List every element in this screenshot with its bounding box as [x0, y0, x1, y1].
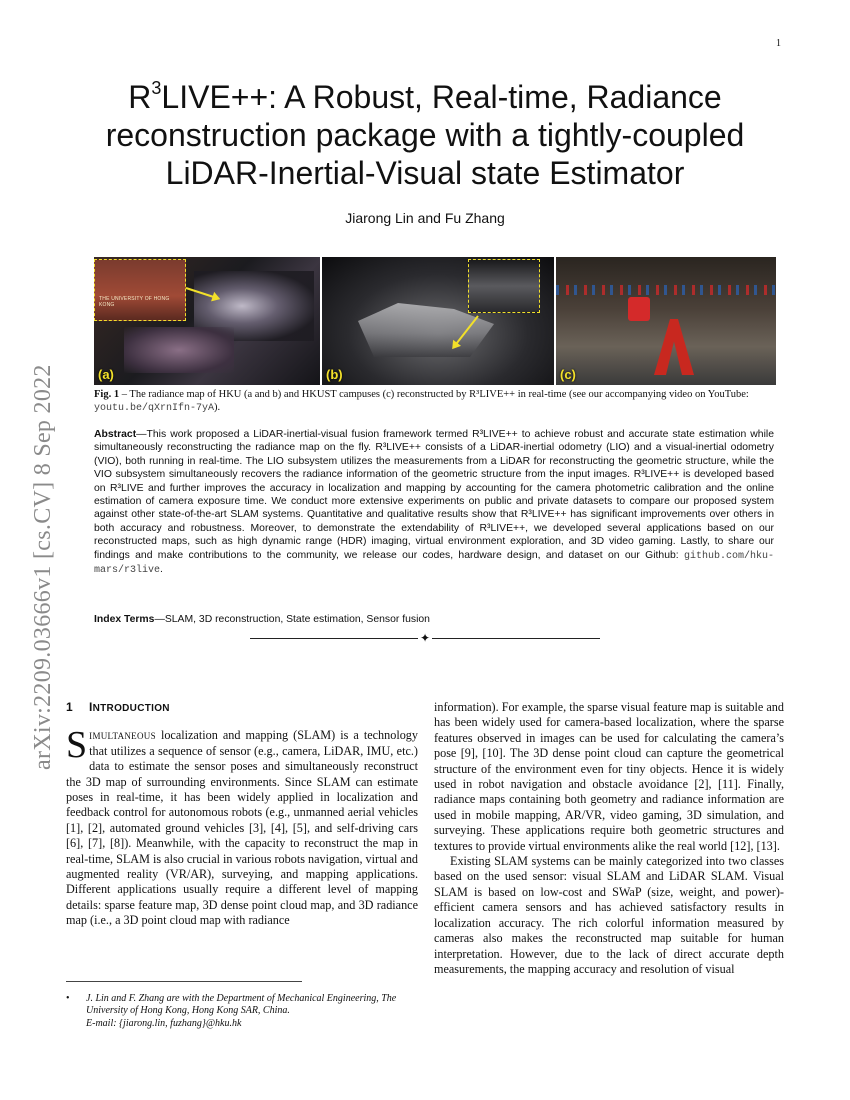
panel-b-label: (b) [326, 367, 343, 382]
arxiv-stamp: arXiv:2209.03666v1 [cs.CV] 8 Sep 2022 [30, 364, 56, 770]
abstract [94, 428, 774, 577]
panel-a-label: (a) [98, 367, 114, 382]
figure-panel-b [322, 257, 554, 385]
section-number: 1 [66, 700, 73, 714]
section-title-rest: NTRODUCTION [92, 703, 170, 714]
title-r: R [128, 79, 152, 115]
page-number: 1 [776, 38, 781, 49]
figure-panel-c [556, 257, 776, 385]
intro-text: localization and mapping (SLAM) is a technology that utilizes a sequence of sensor (e.g., camera, LiDAR, IMU, etc.) data to estimate the sensor poses and simultaneously reconstruct the 3D map of surrounding environments. Since SLAM can estimate poses in real-time, it has been widely applied in localization and feedback control for autonomous robots (e.g., unmanned aerial vehicles [1], [2], automated ground vehicles [3], [4], [5], and self-driving cars [6], [7], [8]). Meanwhile, with the capacity to reconstruct the map in real-time, SLAM is also crucial in various robots navigation, virtual and augmented reality (VR/AR), surveying, and mapping applications. Different applications usually require a different level of mapping details: sparse feature map, 3D dense point cloud map, and 3D radiance map (i.e., a 3D point cloud map with radiance [66, 728, 419, 928]
panel-c-flags [556, 285, 776, 295]
index-terms-text: —SLAM, 3D reconstruction, State estimation, Sensor fusion [154, 614, 430, 625]
intro-paragraph-2: Existing SLAM systems can be mainly categorized into two classes based on the used sensor: visual SLAM and LiDAR SLAM. Visual SLAM is based on low-cost and SWaP (size, weight, and power)-efficient camera sensors and has achieved satisfactory results in localization accuracy. The rich colorful information measured by cameras also makes the reconstructed map suitable for human interpretation. However, due to the lack of direct accurate depth measurements, the mapping accuracy and resolution of visual [434, 854, 784, 976]
footnote-rule [66, 981, 302, 982]
github-link[interactable]: github.com/hku-mars/r3live [94, 550, 774, 577]
figure-caption [94, 388, 776, 415]
abstract-label: Abstract [94, 429, 137, 440]
footnote-body [86, 993, 418, 1030]
section-title-first: I [88, 700, 93, 714]
footnote-affiliation: J. Lin and F. Zhang are with the Department of Mechanical Engineering, The University of Hong Kong, Hong Kong SAR, China. [86, 993, 397, 1017]
caption-end: ). [214, 402, 221, 413]
footnote [66, 993, 418, 1030]
authors: Jiarong Lin and Fu Zhang [345, 210, 505, 226]
right-column [434, 700, 784, 977]
divider-diamond-icon: ✦ [419, 631, 431, 645]
intro-paragraph-1 [66, 724, 419, 928]
caption-text: – The radiance map of HKU (a and b) and HKUST campuses (c) reconstructed by R³LIVE++ in real-time (see our accompanying video on YouTube: [119, 389, 749, 400]
drop-cap: S [66, 724, 88, 767]
intro-paragraph-1-continued: information). For example, the sparse visual feature map is suitable and has been widely used for camera-based localization, where the sparse features observed in images can be used for calculating the camera’s pose [9], [10]. The 3D dense point cloud can capture the geometrical structure of the environment even for tiny objects. Hence it is widely used in robot navigation and obstacle avoidance [2], [11]. Finally, radiance maps containing both geometry and radiance information are used in mobile mapping, AR/VR, video gaming, 3D simulation, and surveying. These applications require both geometric structures and textures to provide virtual environments alike the real world [12], [13]. [434, 700, 784, 853]
title-rest: LIVE++: A Robust, Real-time, Radiance reconstruction package with a tightly-coupled LiDAR-Inertial-Visual state Estimator [105, 79, 745, 191]
index-terms [94, 614, 774, 625]
abstract-text: —This work proposed a LiDAR-inertial-visual fusion framework termed R³LIVE++ to achieve robust and accurate state estimation while simultaneously reconstructing the radiance map on the fly. R³LIVE++ consists of a LiDAR-inertial odometry (LIO) and a visual-inertial odometry (VIO), both running in real-time. The LIO subsystem utilizes the measurements from a LiDAR for reconstructing the geometric structure, while the VIO subsystem simultaneously recovers the radiance information of the geometric structure from the input images. R³LIVE++ is developed based on R³LIVE and further improves the accuracy in localization and mapping by accounting for the camera photometric calibration and the online estimation of camera exposure time. We conduct more extensive experiments on public and private datasets to compare our proposed system against other state-of-the-art SLAM systems. Quantitative and qualitative results show that R³LIVE++ has significant improvements over others in both accuracy and robustness. Moreover, to demonstrate the extendability of R³LIVE++, we developed several applications based on our reconstructed maps, such as high dynamic range (HDR) imaging, virtual environment exploration, and 3D video gaming. Lastly, to share our findings and make contributions to the community, we release our codes, hardware design, and dataset on our Github: [94, 429, 774, 561]
caption-label: Fig. 1 [94, 389, 120, 400]
panel-a-photo-inset [94, 259, 186, 321]
panel-c-label: (c) [560, 367, 576, 382]
panel-a-plaza [124, 327, 234, 373]
abstract-end: . [160, 564, 163, 576]
index-terms-label: Index Terms [94, 614, 155, 625]
section-heading [66, 700, 418, 716]
title-sup: 3 [151, 78, 162, 98]
footnote-bullet: • [66, 993, 70, 1004]
left-column [66, 700, 418, 929]
footnote-email: E-mail: {jiarong.lin, fuzhang}@hku.hk [86, 1017, 242, 1029]
inset-building-sign: THE UNIVERSITY OF HONG KONG [99, 296, 170, 308]
paper-title [70, 78, 780, 192]
panel-c-logo [628, 297, 650, 321]
intro-smallcaps: imultaneous [89, 728, 156, 743]
caption-link[interactable]: youtu.be/qXrnIfn-7yA [94, 403, 215, 414]
panel-b-photo-inset [468, 259, 540, 313]
panel-c-sculpture [654, 319, 694, 375]
figure-1 [94, 257, 776, 385]
figure-panel-a [94, 257, 320, 385]
